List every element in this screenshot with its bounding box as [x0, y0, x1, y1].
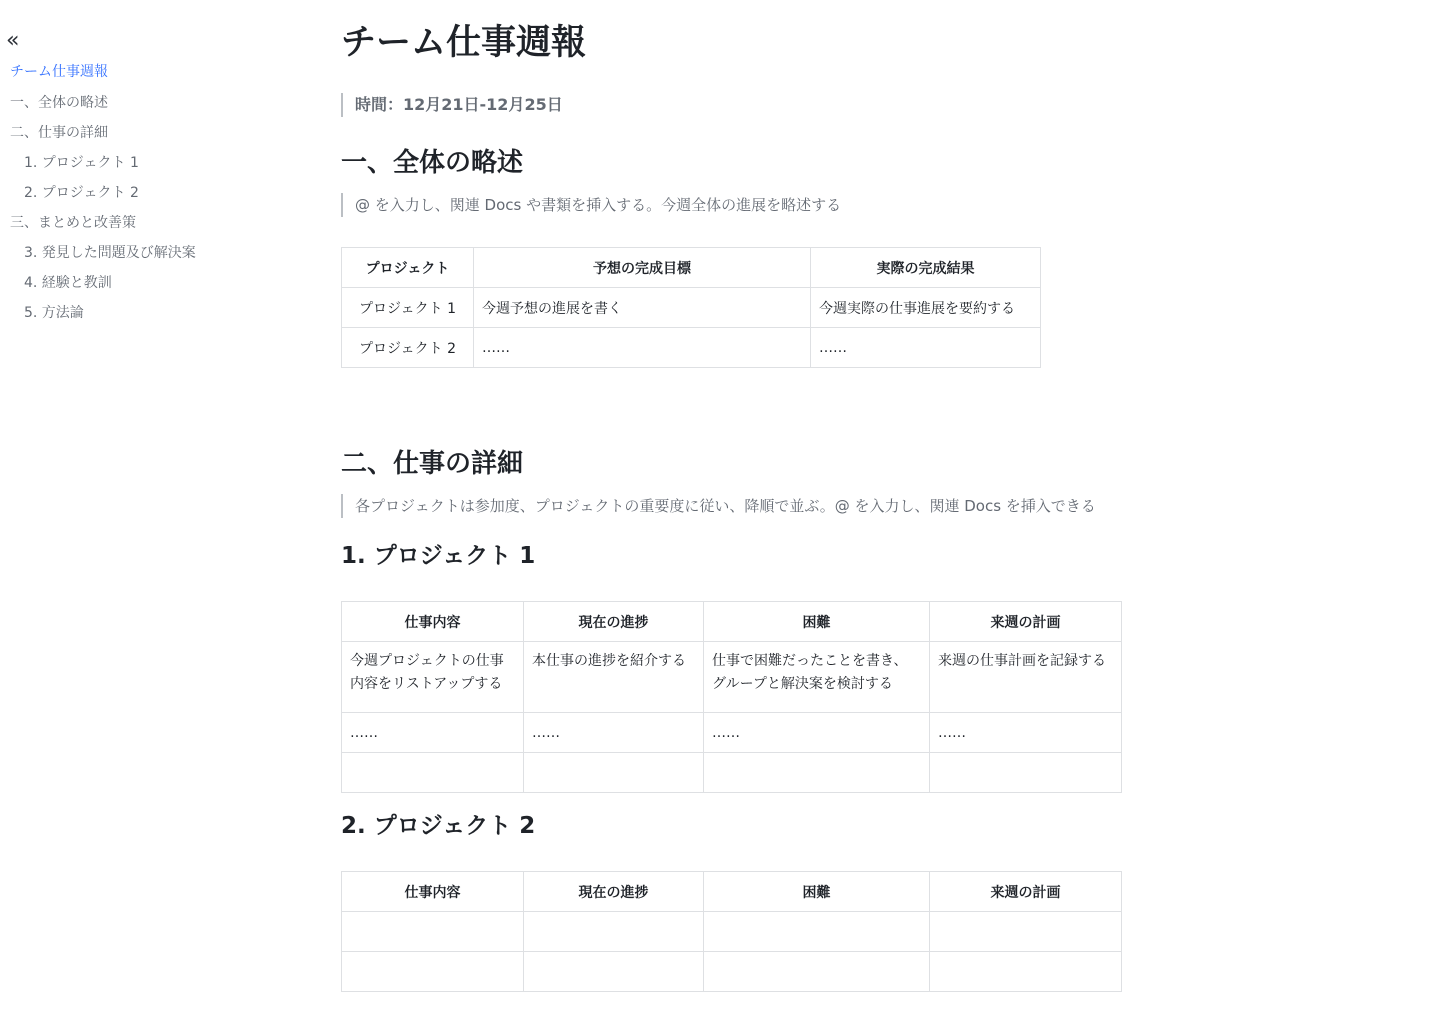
table-cell[interactable]: 今週予想の進展を書く — [474, 288, 811, 328]
project-1-table — [341, 601, 1122, 793]
table-header[interactable]: 予想の完成目標 — [474, 248, 811, 288]
section-heading-overview: 一、全体の略述 — [341, 148, 524, 178]
table-cell[interactable]: 今週プロジェクトの仕事内容をリストアップする — [342, 642, 524, 713]
table-cell[interactable]: 仕事で困難だったことを書き、グループと解決案を検討する — [704, 642, 930, 713]
table-cell[interactable] — [524, 753, 704, 793]
table-cell[interactable] — [342, 912, 524, 952]
table-cell[interactable]: …… — [930, 713, 1122, 753]
section-heading-details: 二、仕事の詳細 — [341, 449, 524, 479]
table-header[interactable]: 来週の計画 — [930, 602, 1122, 642]
toc-item-details[interactable]: 二、仕事の詳細 — [10, 125, 108, 141]
page-title: チーム仕事週報 — [341, 23, 587, 63]
project-1-heading: 1. プロジェクト 1 — [341, 543, 536, 569]
table-header[interactable]: 困難 — [704, 602, 930, 642]
toc-item-methodology[interactable]: 5. 方法論 — [24, 305, 84, 321]
table-cell[interactable]: 来週の仕事計画を記録する — [930, 642, 1122, 713]
toc-item-overview[interactable]: 一、全体の略述 — [10, 95, 108, 111]
table-row — [342, 952, 1122, 992]
overview-note-text: @ を入力し、関連 Docs や書類を挿入する。今週全体の進展を略述する — [355, 196, 842, 214]
table-cell[interactable]: …… — [704, 713, 930, 753]
table-header[interactable]: 仕事内容 — [342, 602, 524, 642]
details-note-text: 各プロジェクトは参加度、プロジェクトの重要度に従い、降順で並ぶ。@ を入力し、関連 Docs を挿入できる — [355, 497, 1096, 515]
table-header-row — [342, 872, 1122, 912]
table-row — [342, 328, 1041, 368]
project-2-table — [341, 871, 1122, 992]
table-cell[interactable] — [524, 952, 704, 992]
table-cell[interactable]: …… — [811, 328, 1041, 368]
toc-item-lessons[interactable]: 4. 経験と教訓 — [24, 275, 112, 291]
table-header-row — [342, 248, 1041, 288]
table-cell[interactable] — [342, 952, 524, 992]
toc-item-project-2[interactable]: 2. プロジェクト 2 — [24, 185, 139, 201]
table-cell[interactable] — [704, 912, 930, 952]
toc-item-title[interactable]: チーム仕事週報 — [10, 64, 108, 80]
table-row — [342, 753, 1122, 793]
table-cell[interactable] — [930, 912, 1122, 952]
table-cell[interactable] — [930, 753, 1122, 793]
table-cell[interactable] — [524, 912, 704, 952]
toc-item-problems[interactable]: 3. 発見した問題及び解決案 — [24, 245, 196, 261]
overview-note — [341, 193, 841, 217]
table-cell[interactable] — [930, 952, 1122, 992]
table-header[interactable]: 現在の進捗 — [524, 602, 704, 642]
table-header[interactable]: 現在の進捗 — [524, 872, 704, 912]
table-cell[interactable] — [342, 753, 524, 793]
overview-table — [341, 247, 1041, 368]
table-header[interactable]: 来週の計画 — [930, 872, 1122, 912]
details-note — [341, 494, 1096, 518]
table-row — [342, 713, 1122, 753]
table-cell[interactable]: …… — [474, 328, 811, 368]
table-header[interactable]: プロジェクト — [342, 248, 474, 288]
toc-item-summary[interactable]: 三、まとめと改善策 — [10, 215, 136, 231]
table-header-row — [342, 602, 1122, 642]
collapse-toc-icon[interactable]: « — [6, 28, 20, 53]
table-row — [342, 288, 1041, 328]
period-text: 時間：12月21日-12月25日 — [355, 95, 563, 114]
table-cell[interactable]: …… — [524, 713, 704, 753]
table-row — [342, 912, 1122, 952]
table-cell[interactable]: …… — [342, 713, 524, 753]
table-header[interactable]: 困難 — [704, 872, 930, 912]
table-cell[interactable]: 本仕事の進捗を紹介する — [524, 642, 704, 713]
table-cell[interactable]: 今週実際の仕事進展を要約する — [811, 288, 1041, 328]
toc-item-project-1[interactable]: 1. プロジェクト 1 — [24, 155, 139, 171]
table-cell[interactable] — [704, 952, 930, 992]
period-quote — [341, 93, 563, 117]
table-row — [342, 642, 1122, 713]
table-cell[interactable]: プロジェクト 1 — [342, 288, 474, 328]
table-header[interactable]: 仕事内容 — [342, 872, 524, 912]
table-cell[interactable] — [704, 753, 930, 793]
table-cell[interactable]: プロジェクト 2 — [342, 328, 474, 368]
table-header[interactable]: 実際の完成結果 — [811, 248, 1041, 288]
project-2-heading: 2. プロジェクト 2 — [341, 813, 536, 839]
